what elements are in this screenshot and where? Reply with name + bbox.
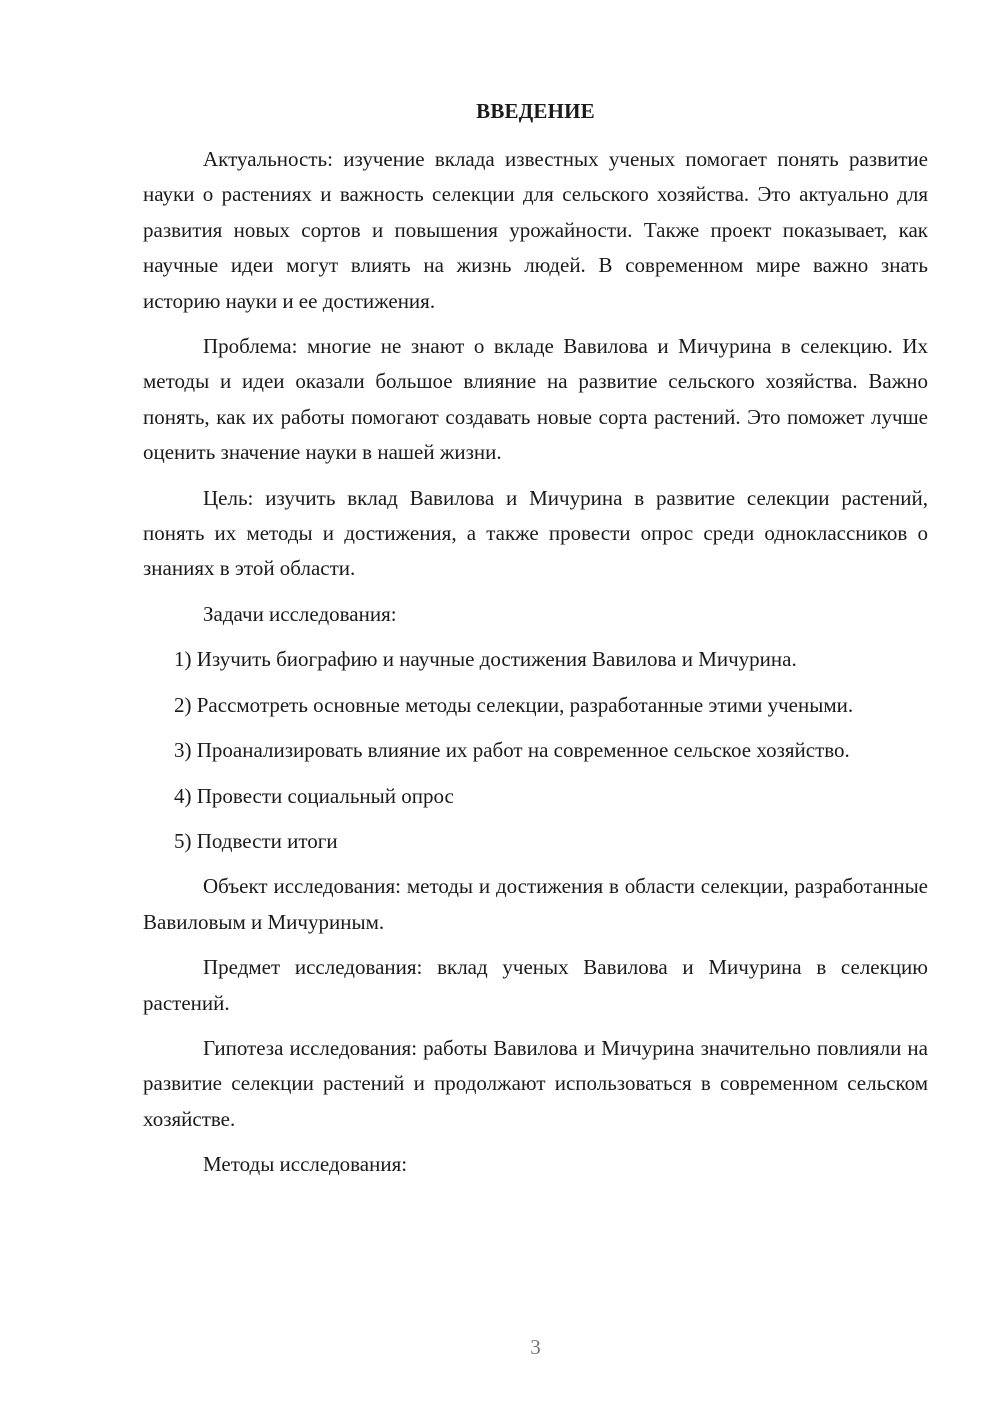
- paragraph-subject: Предмет исследования: вклад ученых Вавилова и Мичурина в селекцию растений.: [143, 955, 928, 1015]
- task-item-5: 5) Подвести итоги: [174, 828, 338, 853]
- paragraph-hypothesis: Гипотеза исследования: работы Вавилова и Мичурина значительно повлияли на развитие селекции растений и продолжают использоваться в современном сельском хозяйстве.: [143, 1035, 928, 1131]
- paragraph-problem: Проблема: многие не знают о вкладе Вавилова и Мичурина в селекцию. Их методы и идеи оказали большое влияние на развитие сельского хозяйства. Важно понять, как их работы помогают создавать новые сорта растений. Это поможет лучше оценить значение науки в нашей жизни.: [143, 334, 928, 465]
- paragraph-object: Объект исследования: методы и достижения в области селекции, разработанные Вавиловым и Мичуриным.: [143, 874, 928, 934]
- task-item-1: 1) Изучить биографию и научные достижения Вавилова и Мичурина.: [174, 647, 797, 672]
- task-item-4: 4) Провести социальный опрос: [174, 783, 454, 808]
- paragraph-methods-heading: Методы исследования:: [203, 1152, 408, 1177]
- paragraph-tasks-heading: Задачи исследования:: [203, 601, 397, 626]
- paragraph-goal: Цель: изучить вклад Вавилова и Мичурина в развитие селекции растений, понять их методы и достижения, а также провести опрос среди одноклассников о знаниях в этой области.: [143, 485, 928, 581]
- page-number: 3: [530, 1335, 541, 1359]
- section-title: ВВЕДЕНИЕ: [476, 99, 595, 123]
- task-item-3: 3) Проанализировать влияние их работ на современное сельское хозяйство.: [174, 738, 850, 763]
- document-body: [143, 142, 928, 1193]
- task-item-2: 2) Рассмотреть основные методы селекции, разработанные этими учеными.: [174, 692, 854, 717]
- paragraph-relevance: Актуальность: изучение вклада известных ученых помогает понять развитие науки о растениях и важность селекции для сельского хозяйства. Это актуально для развития новых сортов и повышения урожайности. Также проект показывает, как научные идеи могут влиять на жизнь людей. В современном мире важно знать историю науки и ее достижения.: [143, 147, 928, 313]
- document-page: [143, 0, 928, 1414]
